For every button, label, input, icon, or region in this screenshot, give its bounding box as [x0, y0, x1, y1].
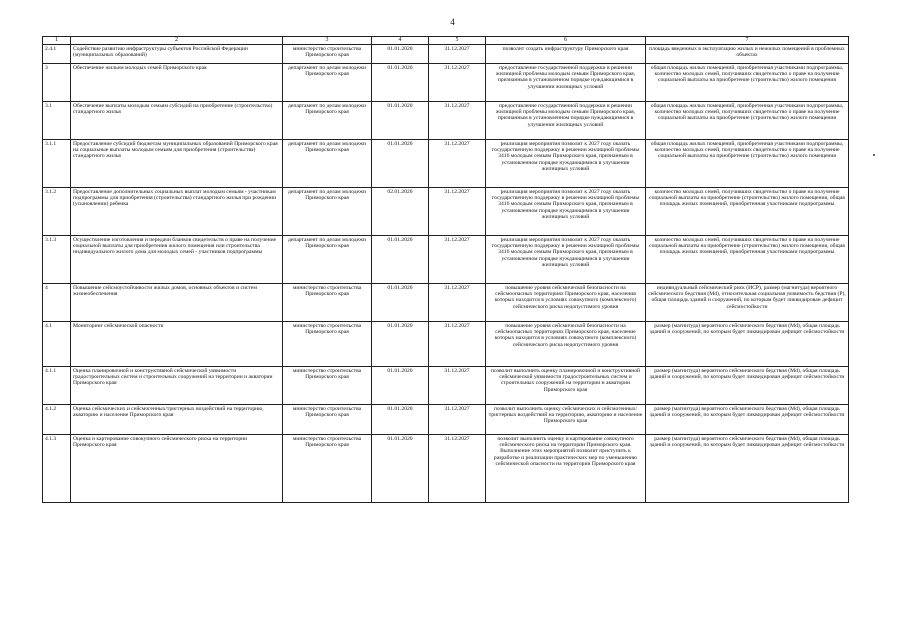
column-number: 1 [43, 37, 71, 45]
row-start-date: 01.01.2020 [372, 284, 429, 322]
table-row [43, 405, 849, 435]
row-start-date: 01.01.2020 [372, 322, 429, 367]
row-indicator: площадь введенных в эксплуатацию жилых и нежилых помещений в проблемных объектах [646, 45, 849, 64]
row-indicator: общая площадь жилых помещений, приобретенная участниками подпрограммы, количество молодых семей, получивших свидетельство о праве на получение социальной выплаты на приобретение (строительство) жилого помещения [646, 102, 849, 140]
row-indicator: общая площадь жилых помещений, приобретенная участниками подпрограммы, количество молодых семей, получивших свидетельство о праве на получение социальной выплаты на приобретение (строительство) жилого помещения [646, 140, 849, 188]
column-number: 4 [372, 37, 429, 45]
row-executor: министерство строительства Приморского края [283, 367, 372, 405]
row-indicator: размер (магнитуда) вероятного сейсмического бедствия (Md), общая площадь зданий и сооружений, по которым будет ликвидирован дефицит сейсмостойкости [646, 435, 849, 503]
row-indicator: общая площадь жилых помещений, приобретенная участниками подпрограммы, количество молодых семей, получивших свидетельство о праве на получение социальной выплаты на приобретение (строительство) жилого помещения [646, 64, 849, 102]
row-title: Оценка планировочной и конструктивной сейсмической уязвимости градостроительных систем и строительных сооружений на территории и акватории Приморского края [71, 367, 283, 405]
row-indicator: количество молодых семей, получивших свидетельство о праве на получение социальной выплаты на приобретение (строительство) жилого помещения, общая площадь жилых помещений, приобретенная участниками подпрограммы [646, 188, 849, 236]
row-executor: департамент по делам молодежи Приморского края [283, 64, 372, 102]
row-expected-result: повышение уровня сейсмической безопасности на сейсмоопасных территориях Приморского края, население которых находится в условиях совокупного (комплексного) сейсмического риска недопустимого уровня [486, 322, 646, 367]
row-code: 2.4.1 [43, 45, 71, 64]
page-number: 4 [450, 17, 455, 27]
table-row [43, 64, 849, 102]
row-expected-result: предоставление государственной поддержки в решении жилищной проблемы молодым семьям Приморского края, признанным в установленном порядке нуждающимися в улучшении жилищных условий [486, 64, 646, 102]
row-executor: департамент по делам молодежи Приморского края [283, 102, 372, 140]
row-title: Обеспечение жильем молодых семей Приморского края [71, 64, 283, 102]
row-start-date: 01.01.2020 [372, 102, 429, 140]
row-code: 3.1.2 [43, 188, 71, 236]
row-indicator: размер (магнитуда) вероятного сейсмического бедствия (Md), общая площадь зданий и сооружений, по которым будет ликвидирован дефицит сейсмостойкости [646, 367, 849, 405]
row-end-date: 31.12.2027 [429, 45, 486, 64]
program-measures-table [42, 36, 849, 503]
column-number: 3 [283, 37, 372, 45]
row-start-date: 01.01.2020 [372, 45, 429, 64]
row-expected-result: реализация мероприятия позволит к 2027 году оказать государственную поддержку в решении жилищной проблемы 3416 молодым семьям Приморского края, признанным в установленном порядке нуждающимися в улучшении жилищных условий [486, 236, 646, 284]
table-row [43, 140, 849, 188]
row-executor: министерство строительства Приморского края [283, 435, 372, 503]
column-number: 7 [646, 37, 849, 45]
row-start-date: 01.01.2020 [372, 64, 429, 102]
table-row [43, 284, 849, 322]
row-title: Оценка и картирование совокупного сейсмического риска на территории Приморского края [71, 435, 283, 503]
row-expected-result: позволит создать инфраструктуру Приморского края [486, 45, 646, 64]
row-code: 4.1.3 [43, 435, 71, 503]
row-expected-result: позволит выполнить оценку и картирование совокупного сейсмического риска на территории Приморского края. Выполнение этих мероприятий позволит приступить к разработке и реализации практических мер по уменьшению сейсмической опасности на территории Приморского края [486, 435, 646, 503]
row-title: Осуществление изготовления и передачи бланков свидетельств о праве на получение социальной выплаты для приобретения жилого помещения или строительства индивидуального жилого дома для молодых семей - участников подпрограммы [71, 236, 283, 284]
row-end-date: 31.12.2027 [429, 367, 486, 405]
row-title: Предоставление субсидий бюджетам муниципальных образований Приморского края на социальные выплаты молодым семьям для приобретения (строительства) стандартного жилья [71, 140, 283, 188]
column-number: 6 [486, 37, 646, 45]
row-code: 4.1.2 [43, 405, 71, 435]
row-executor: департамент по делам молодежи Приморского края [283, 236, 372, 284]
table-row [43, 236, 849, 284]
row-end-date: 31.12.2027 [429, 188, 486, 236]
row-start-date: 02.01.2020 [372, 188, 429, 236]
row-title: Содействие развитию инфраструктуры субъектов Российской Федерации (муниципальных образований) [71, 45, 283, 64]
row-expected-result: реализация мероприятия позволит к 2027 году оказать государственную поддержку в решении жилищной проблемы 3416 молодым семьям Приморского края, признанным в установленном порядке нуждающимися в улучшении жилищных условий [486, 140, 646, 188]
row-executor: министерство строительства Приморского края [283, 322, 372, 367]
row-indicator: количество молодых семей, получивших свидетельство о праве на получение социальной выплаты на приобретение (строительство) жилого помещения, общая площадь жилых помещений, приобретенная участниками подпрограммы [646, 236, 849, 284]
row-start-date: 01.01.2020 [372, 405, 429, 435]
row-title: Повышение сейсмоустойчивости жилых домов, основных объектов и систем жизнеобеспечения [71, 284, 283, 322]
row-end-date: 31.12.2027 [429, 236, 486, 284]
row-start-date: 01.01.2020 [372, 435, 429, 503]
row-executor: департамент по делам молодежи Приморского края [283, 188, 372, 236]
row-expected-result: позволит выполнить оценку планировочной и конструктивной сейсмической уязвимости градостроительных систем и строительных сооружений на территории и акватории Приморского края [486, 367, 646, 405]
row-code: 3.1.1 [43, 140, 71, 188]
column-number: 5 [429, 37, 486, 45]
table-row [43, 367, 849, 405]
margin-dot [873, 154, 875, 156]
table-row [43, 45, 849, 64]
column-number-row [43, 37, 849, 45]
table-row [43, 435, 849, 503]
row-end-date: 31.12.2027 [429, 284, 486, 322]
row-executor: министерство строительства Приморского края [283, 45, 372, 64]
row-expected-result: реализация мероприятия позволит к 2027 году оказать государственную поддержку в решении жилищной проблемы 3416 молодым семьям Приморского края, признанным в установленном порядке нуждающимися в улучшении жилищных условий [486, 188, 646, 236]
row-expected-result: повышение уровня сейсмической безопасности на сейсмоопасных территориях Приморского края, населения которых находится в условиях совокупного (комплексного) сейсмического риска недопустимого уровня [486, 284, 646, 322]
column-number: 2 [71, 37, 283, 45]
row-title: Мониторинг сейсмической опасности [71, 322, 283, 367]
row-title: Оценка сейсмических и сейсмогенных/триггерных воздействий на территорию, акваторию и население Приморского края [71, 405, 283, 435]
row-executor: департамент по делам молодежи Приморского края [283, 140, 372, 188]
row-executor: министерство строительства Приморского края [283, 284, 372, 322]
row-expected-result: позволит выполнить оценку сейсмических и сейсмогенных/триггерных воздействий на территорию, акваторию и население Приморского края [486, 405, 646, 435]
row-end-date: 31.12.2027 [429, 435, 486, 503]
row-code: 4.1.1 [43, 367, 71, 405]
table-row [43, 102, 849, 140]
row-code: 4 [43, 284, 71, 322]
row-executor: министерство строительства Приморского края [283, 405, 372, 435]
row-start-date: 01.01.2020 [372, 367, 429, 405]
row-code: 4.1 [43, 322, 71, 367]
row-end-date: 31.12.2027 [429, 322, 486, 367]
row-start-date: 01.01.2020 [372, 140, 429, 188]
row-code: 3.1 [43, 102, 71, 140]
row-end-date: 31.12.2027 [429, 102, 486, 140]
row-indicator: размер (магнитуда) вероятного сейсмического бедствия (Md), общая площадь зданий и сооружений, по которым будет ликвидирован дефицит сейсмостойкости [646, 405, 849, 435]
row-end-date: 31.12.2027 [429, 140, 486, 188]
row-title: Предоставление дополнительных социальных выплат молодым семьям - участникам подпрограммы для приобретения (строительства) стандартного жилья при рождении (усыновлении) ребенка [71, 188, 283, 236]
row-end-date: 31.12.2027 [429, 405, 486, 435]
row-code: 3.1.3 [43, 236, 71, 284]
row-title: Обеспечение выплаты молодым семьям субсидий на приобретение (строительство) стандартного жилья [71, 102, 283, 140]
row-expected-result: предоставление государственной поддержки в решении жилищной проблемы молодым семьям Приморского края, признанным в установленном порядке нуждающимися в улучшении жилищных условий [486, 102, 646, 140]
table-row [43, 322, 849, 367]
row-indicator: индивидуальный сейсмический риск (ИСР), размер (магнитуда) вероятного сейсмического бедствия (Md), относительная социальная уязвимость бедствия (Р), общая площадь зданий и сооружений, по которым будет ликвидирован дефицит сейсмостойкости [646, 284, 849, 322]
row-end-date: 31.12.2027 [429, 64, 486, 102]
row-start-date: 01.01.2020 [372, 236, 429, 284]
row-code: 3 [43, 64, 71, 102]
row-indicator: размер (магнитуда) вероятного сейсмического бедствия (Md), общая площадь зданий и сооружений, по которым будет ликвидирован дефицит сейсмостойкости [646, 322, 849, 367]
table-row [43, 188, 849, 236]
